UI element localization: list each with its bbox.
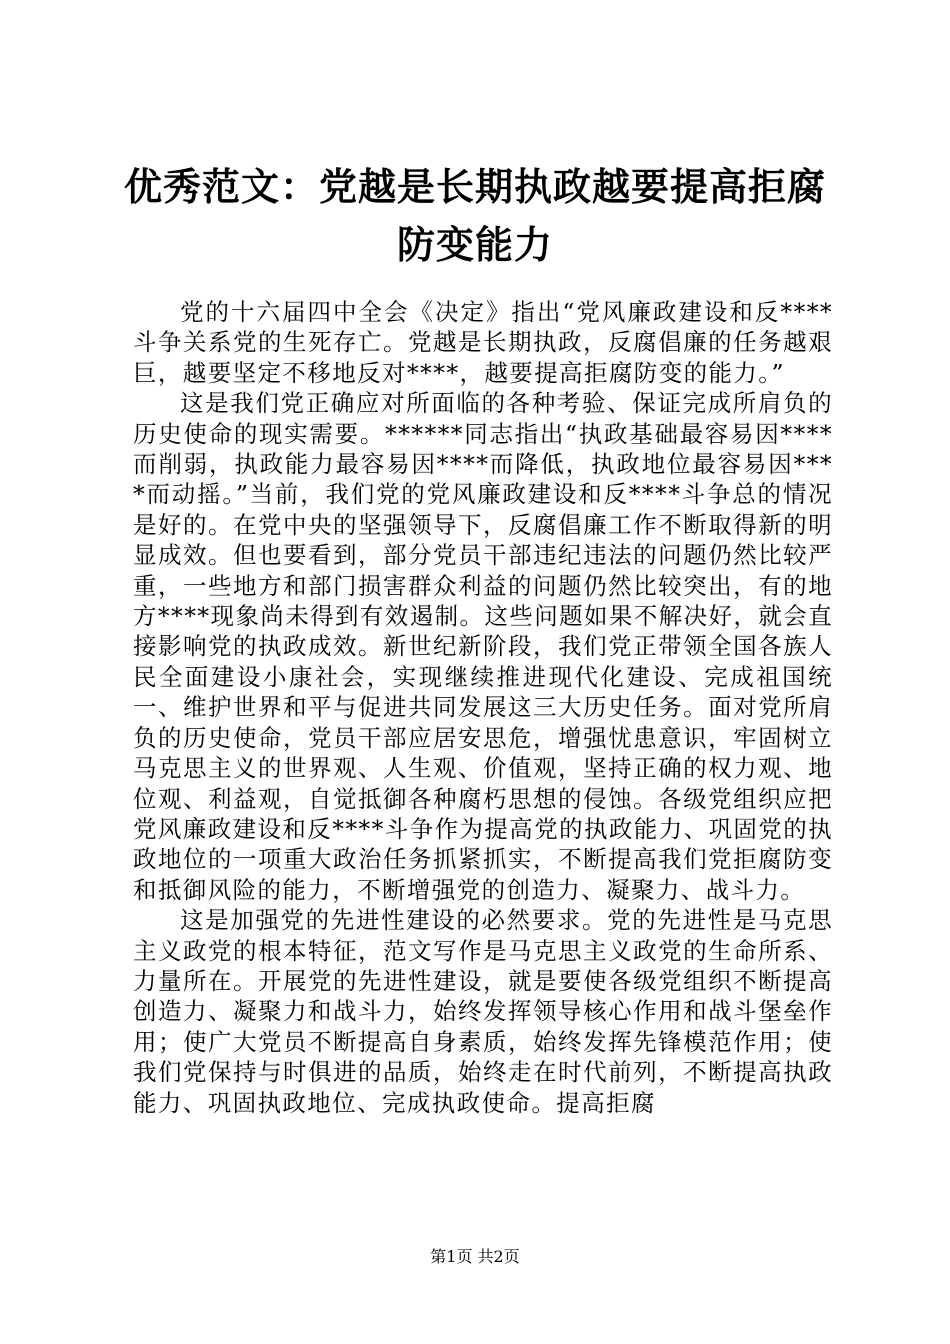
page-number-footer: 第1页 共2页: [430, 1247, 520, 1266]
paragraph-2: 这是我们党正确应对所面临的各种考验、保证完成所肩负的历史使命的现实需要。******同志指出“执政基础最容易因****而削弱，执政能力最容易因****而降低，执政地位最容易因****而动摇。”当前，我们党的党风廉政建设和反****斗争总的情况是好的。在党中央的坚强领导下，反腐倡廉工作不断取得新的明显成效。但也要看到，部分党员干部违纪违法的问题仍然比较严重，一些地方和部门损害群众利益的问题仍然比较突出，有的地方****现象尚未得到有效遏制。这些问题如果不解决好，就会直接影响党的执政成效。新世纪新阶段，我们党正带领全国各族人民全面建设小康社会，实现继续推进现代化建设、完成祖国统一、维护世界和平与促进共同发展这三大历史任务。面对党所肩负的历史使命，党员干部应居安思危，增强忧患意识，牢固树立马克思主义的世界观、人生观、价值观，坚持正确的权力观、地位观、利益观，自觉抵御各种腐朽思想的侵蚀。各级党组织应把党风廉政建设和反****斗争作为提高党的执政能力、巩固党的执政地位的一项重大政治任务抓紧抓实，不断提高我们党拒腐防变和抵御风险的能力，不断增强党的创造力、凝聚力、战斗力。: [133, 389, 833, 904]
paragraph-3: 这是加强党的先进性建设的必然要求。党的先进性是马克思主义政党的根本特征，范文写作是马克思主义政党的生命所系、力量所在。开展党的先进性建设，就是要使各级党组织不断提高创造力、凝聚力和战斗力，始终发挥领导核心作用和战斗堡垒作用；使广大党员不断提高自身素质，始终发挥先锋模范作用；使我们党保持与时俱进的品质，始终走在时代前列，不断提高执政能力、巩固执政地位、完成执政使命。提高拒腐: [133, 906, 833, 1117]
paragraph-1: 党的十六届四中全会《决定》指出“党风廉政建设和反****斗争关系党的生死存亡。党越是长期执政，反腐倡廉的任务越艰巨，越要坚定不移地反对****，越要提高拒腐防变的能力。”: [133, 298, 833, 387]
document-title: 优秀范文：党越是长期执政越要提高拒腐防变能力: [123, 164, 826, 267]
document-body: [133, 297, 833, 1118]
